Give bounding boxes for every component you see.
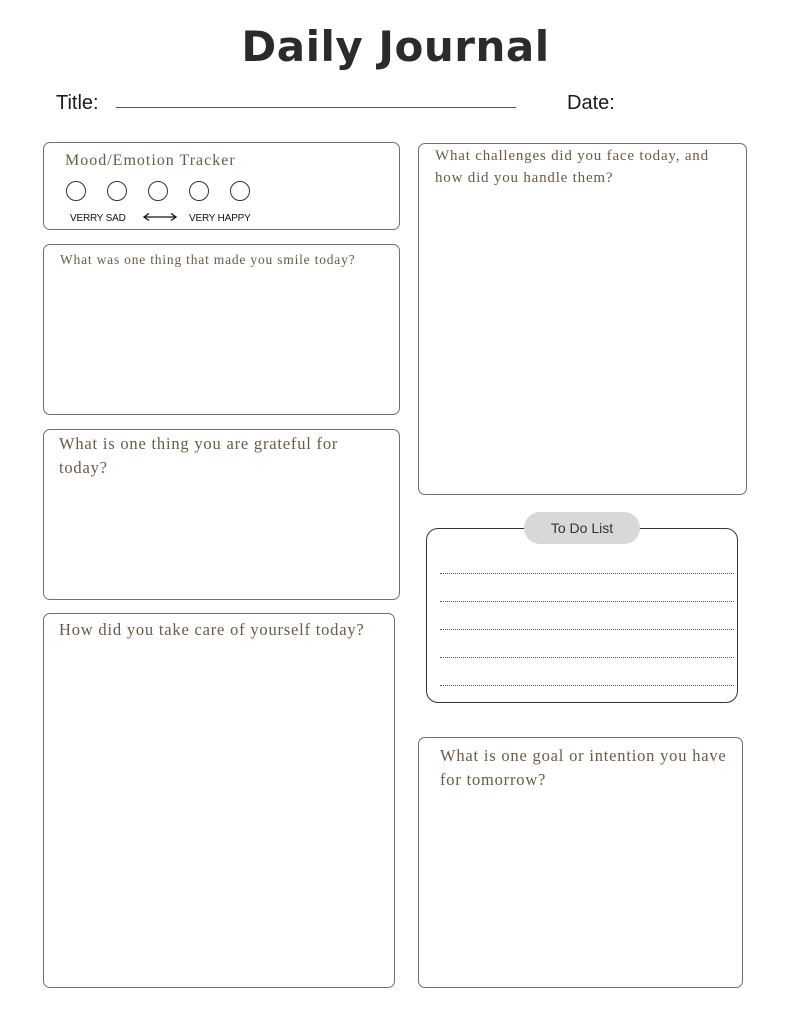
grateful-prompt: What is one thing you are grateful for today? [59, 434, 339, 477]
smile-box[interactable] [43, 244, 400, 415]
smile-prompt: What was one thing that made you smile today? [60, 252, 356, 267]
goal-prompt: What is one goal or intention you have for tomorrow? [440, 746, 727, 789]
grateful-box[interactable] [43, 429, 400, 600]
mood-tracker [43, 142, 400, 230]
mood-option-5[interactable] [230, 181, 250, 201]
todo-line[interactable] [440, 573, 734, 574]
self-care-prompt: How did you take care of yourself today? [59, 620, 365, 639]
date-label: Date: [567, 92, 615, 114]
mood-heading: Mood/Emotion Tracker [65, 152, 236, 169]
todo-line[interactable] [440, 685, 734, 686]
todo-line[interactable] [440, 629, 734, 630]
title-label: Title: [56, 92, 99, 114]
page-title: Daily Journal [241, 22, 550, 71]
todo-label: To Do List [524, 512, 640, 544]
mood-option-2[interactable] [107, 181, 127, 201]
mood-high-label: VERY HAPPY [189, 213, 251, 224]
challenges-box[interactable] [418, 143, 747, 495]
double-arrow-icon [142, 212, 178, 222]
mood-option-3[interactable] [148, 181, 168, 201]
mood-low-label: VERRY SAD [70, 213, 126, 224]
todo-line[interactable] [440, 657, 734, 658]
mood-option-4[interactable] [189, 181, 209, 201]
goal-box[interactable] [418, 737, 743, 988]
title-line[interactable] [116, 107, 516, 108]
mood-option-1[interactable] [66, 181, 86, 201]
todo-line[interactable] [440, 601, 734, 602]
self-care-box[interactable] [43, 613, 395, 988]
challenges-prompt: What challenges did you face today, and how did you handle them? [435, 148, 709, 186]
todo-list [426, 528, 738, 703]
